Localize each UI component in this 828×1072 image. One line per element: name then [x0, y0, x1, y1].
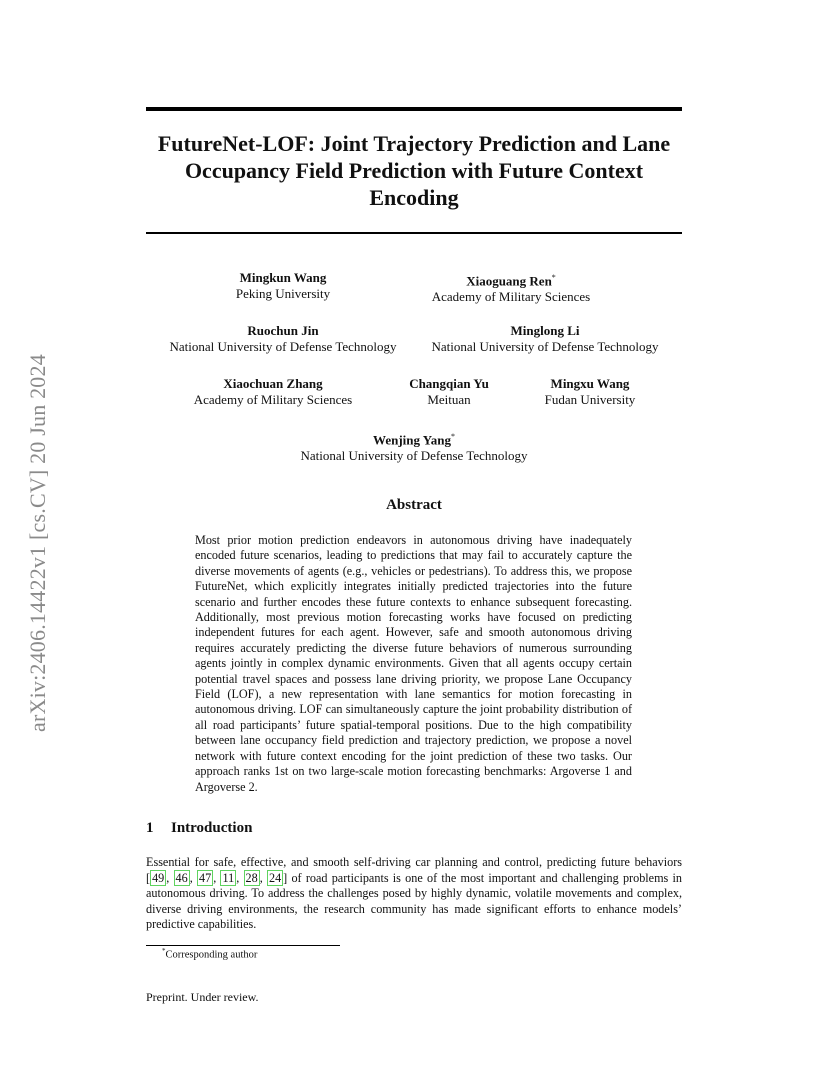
author-block — [432, 270, 590, 305]
author-name: Mingxu Wang — [550, 376, 630, 391]
author-block — [194, 376, 352, 408]
author-affiliation: Meituan — [427, 392, 471, 407]
preprint-note: Preprint. Under review. — [146, 990, 259, 1004]
intro-text: ] of road participants is one of the most important and challenging problems in autonomous driving. To address the challenges posed by highly dynamic, volatile movements and complex, diverse driving environments, the research community has made significant efforts to enhance models’ predictive capabilities. — [146, 870, 683, 931]
footnote-mark: * — [162, 947, 166, 955]
citation-link[interactable]: 28 — [245, 870, 258, 885]
citation-link[interactable]: 49 — [152, 870, 165, 885]
arxiv-identifier: arXiv:2406.14422v1 [cs.CV] 20 Jun 2024 — [25, 354, 50, 732]
title-line: Encoding — [369, 185, 459, 210]
author-affiliation: Peking University — [235, 286, 331, 301]
author-name: Minglong Li — [510, 323, 580, 338]
footnote-text: Corresponding author — [165, 949, 258, 961]
author-affiliation: Academy of Military Sciences — [193, 392, 353, 407]
abstract-heading: Abstract — [386, 497, 442, 513]
citation-link[interactable]: 24 — [268, 870, 282, 885]
author-name: Ruochun Jin — [247, 323, 319, 338]
title-line: Occupancy Field Prediction with Future Context — [184, 158, 644, 183]
title-bottom-rule — [146, 232, 682, 234]
author-affiliation: National University of Defense Technology — [169, 339, 397, 354]
footnote-rule — [146, 945, 340, 946]
author-name: Xiaoguang Ren — [466, 273, 552, 289]
author-affiliation: National University of Defense Technology — [431, 339, 659, 354]
corresponding-mark: * — [551, 273, 556, 282]
author-affiliation: Academy of Military Sciences — [431, 289, 591, 305]
author-name: Wenjing Yang — [373, 432, 451, 448]
citation-link[interactable]: 47 — [199, 870, 212, 885]
author-block — [300, 429, 527, 464]
section-title: Introduction — [171, 820, 253, 836]
corresponding-mark: * — [450, 432, 455, 441]
author-affiliation: National University of Defense Technology — [300, 448, 528, 464]
citation-link[interactable]: 11 — [222, 870, 235, 885]
author-block — [409, 376, 489, 408]
author-name: Xiaochuan Zhang — [223, 376, 323, 391]
citation-link[interactable]: 46 — [175, 870, 188, 885]
author-name: Mingkun Wang — [239, 270, 327, 285]
author-affiliation: Fudan University — [544, 392, 636, 407]
author-block — [545, 376, 636, 408]
title-top-rule — [146, 107, 682, 111]
section-number: 1 — [146, 820, 154, 836]
author-block — [431, 323, 658, 355]
intro-text: Essential for safe, effective, and smooth self-driving car planning and control, predicting future behaviors [ — [146, 855, 682, 885]
abstract-text: Most prior motion prediction endeavors in autonomous driving have inadequately encoded future scenarios, leading to predictions that may fail to accurately capture the diverse movements of agents (e.g., vehicles or pedestrians). To address this, we propose FutureNet, which explicitly integrates initially predicted trajectories into the future scenario and further encodes these future contexts to enhance subsequent forecasting. Additionally, most previous motion forecasting works have focused on predicting independent futures for each agent. However, safe and smooth autonomous driving requires accurately predicting the diverse future behaviors of numerous surrounding agents jointly in complex dynamic environments. Given that all agents occupy certain potential travel spaces and possess lane driving priority, we propose Lane Occupancy Field (LOF), a new representation with lane semantics for motion forecasting in autonomous driving. LOF can simultaneously capture the joint probability distribution of all road participants’ future spatial-temporal positions. Due to the high compatibility between lane occupancy field prediction and trajectory prediction, we propose a novel network with future context encoding for the joint prediction of these two tasks. Our approach ranks 1st on two large-scale motion forecasting benchmarks: Argoverse 1 and Argoverse 2. — [195, 533, 632, 794]
paper-title — [146, 130, 682, 211]
footnote — [162, 947, 257, 961]
author-name: Changqian Yu — [409, 376, 489, 391]
intro-paragraph: Essential for safe, effective, and smooth self-driving car planning and control, predicting future behaviors [ 49 , 46 , 47 , 11 , 28 , 24 ] of road participants is one of the most important and challenging problems in autonomous driving. To address the challenges posed by highly dynamic, volatile movements and complex, diverse driving environments, the research community has made significant efforts to enhance models’ predictive capabilities. — [146, 855, 683, 931]
section-heading — [146, 820, 252, 837]
author-block — [169, 323, 396, 355]
title-line: FutureNet-LOF: Joint Trajectory Prediction and Lane — [157, 131, 671, 156]
author-block — [236, 270, 330, 302]
